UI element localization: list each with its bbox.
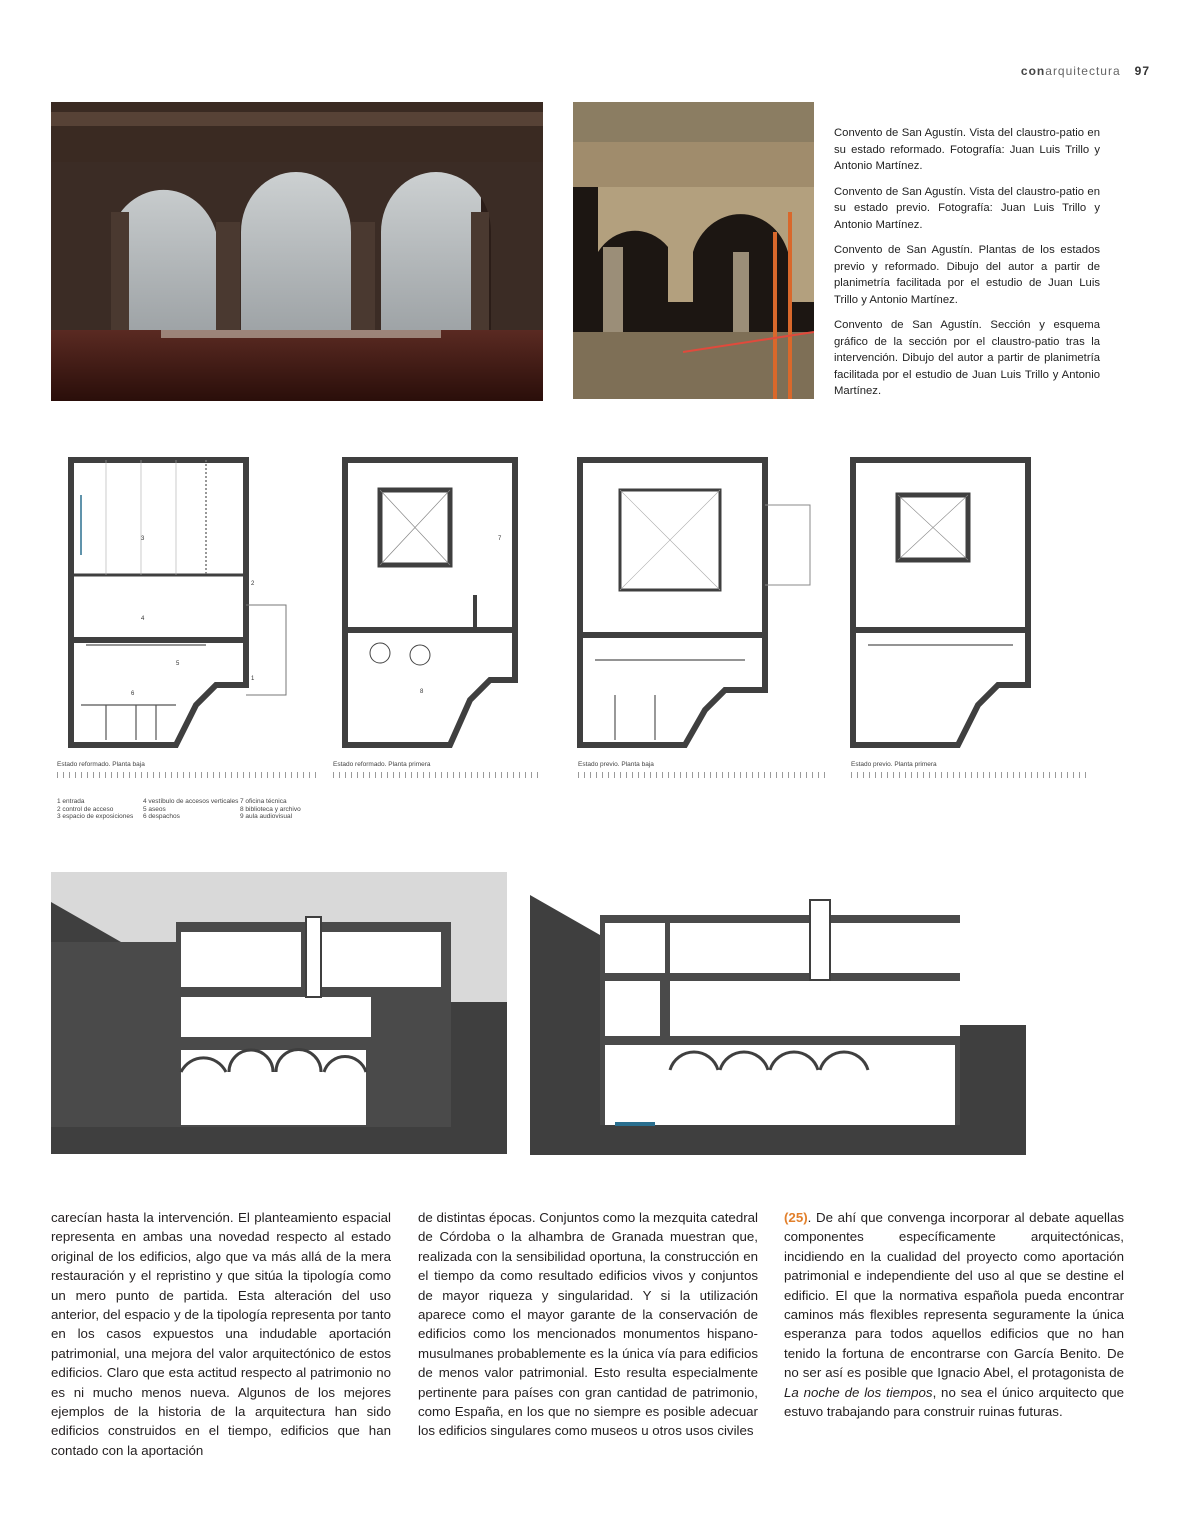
photo-cloister-previous <box>573 102 814 399</box>
body-text: , no sea el único arquitecto que estuvo trabajando para construir ruinas futuras. <box>784 1384 1124 1420</box>
plan-legend-col1 <box>57 798 133 821</box>
plan-legend-col3 <box>240 798 301 821</box>
caption-4: Convento de San Agustín. Sección y esquema gráfico de la sección por el claustro-patio tras la intervención. Dibujo del autor a partir de planimetría facilitada por el estudio de Juan Luis Trillo y Antonio Martínez. <box>834 319 1100 397</box>
plan-scale-bar <box>57 772 317 778</box>
section-drawing-context <box>51 872 507 1154</box>
figure-captions <box>834 125 1100 409</box>
legend-item: 3 espacio de exposiciones <box>57 813 134 820</box>
running-header <box>1021 64 1150 78</box>
legend-item: 8 biblioteca y archivo <box>240 805 301 813</box>
body-column-2: de distintas épocas. Conjuntos como la mezquita catedral de Córdoba o la alhambra de Granada muestran que, realizada con la sensibilidad oportuna, la construcción en el tiempo da como resultado edificios vivos y conjuntos de mayor riqueza y singularidad. Y si la utilización aparece como el mayor garante de la conservación de edificios como los mencionados monumentos hispano-musulmanes probablemente es la única vía para edificios de menos valor patrimonial. Esto resulta especialmente pertinente para países con gran cantidad de patrimonio, como España, en los que no siempre es posible adecuar los edificios singulares como museos u otros usos civiles <box>418 1210 758 1439</box>
plan-previous-ground <box>575 455 815 760</box>
body-column-3 <box>784 1208 1124 1421</box>
svg-text:2: 2 <box>251 581 255 587</box>
caption-3: Convento de San Agustín. Plantas de los estados previo y reformado. Dibujo del autor a partir de planimetría facilitada por el estudio de Juan Luis Trillo y Antonio Martínez. <box>834 244 1100 306</box>
book-title: La noche de los tiempos <box>784 1384 933 1400</box>
magazine-brand-light: arquitectura <box>1045 64 1121 78</box>
plan-scale-bar <box>851 772 1091 778</box>
legend-item: 7 oficina técnica <box>240 798 287 805</box>
legend-item: 5 aseos <box>143 805 166 813</box>
plan-scale-bar <box>578 772 828 778</box>
caption-2: Convento de San Agustín. Vista del claustro-patio en su estado previo. Fotografía: Juan Luis Trillo y Antonio Martínez. <box>834 185 1100 231</box>
svg-text:5: 5 <box>176 661 180 667</box>
photo-cloister-reformed <box>51 102 543 401</box>
section-drawing-cloister <box>530 885 1026 1155</box>
plan-reformed-first <box>340 455 520 760</box>
page-number: 97 <box>1134 64 1150 78</box>
plan-caption-3: Estado previo. Planta baja <box>578 761 654 768</box>
svg-text:3: 3 <box>141 536 145 542</box>
svg-text:8: 8 <box>420 689 424 695</box>
legend-item: 6 despachos <box>143 813 180 820</box>
svg-text:6: 6 <box>131 691 135 697</box>
plan-caption-2: Estado reformado. Planta primera <box>333 761 431 768</box>
legend-item: 2 control de acceso <box>57 805 114 813</box>
footnote-reference: (25) <box>784 1210 808 1225</box>
plan-scale-bar <box>333 772 543 778</box>
svg-text:7: 7 <box>498 536 502 542</box>
plan-previous-first <box>848 455 1058 760</box>
plan-legend-col2 <box>143 798 238 821</box>
plan-caption-1: Estado reformado. Planta baja <box>57 761 145 768</box>
magazine-brand-bold: con <box>1020 64 1046 78</box>
legend-item: 1 entrada <box>57 798 85 805</box>
svg-text:1: 1 <box>251 676 255 682</box>
svg-text:4: 4 <box>141 616 145 622</box>
body-text: . De ahí que convenga incorporar al debate aquellas componentes específicamente arquitectónicas, incidiendo en la cualidad del proyecto como aportación patrimonial e independiente del uso al que se destine el edificio. El que la normativa española pueda encontrar caminos más flexibles representa seguramente la única esperanza para todos aquellos edificios que no han tenido la fortuna de encontrarse con García Benito. De no ser así es posible que Ignacio Abel, el protagonista de <box>784 1210 1124 1381</box>
legend-item: 4 vestíbulo de accesos verticales <box>143 798 239 805</box>
body-column-1: carecían hasta la intervención. El planteamiento espacial representa en ambas una novedad respecto al estado original de los edificios, algo que va más allá de la mera restauración y el repristino y que sitúa la tipología como un mero punto de partida. Esta alteración del uso anterior, del espacio y de la tipología representa por tanto en los casos expuestos una indudable aportación patrimonial, una mejora del valor arquitectónico de estos edificios. Claro que esta actitud respecto al patrimonio no es ni mucho menos nueva. Algunos de los mejores ejemplos de la historia de la arquitectura han sido edificios construidos en el tiempo, edificios que han contado con la aportación <box>51 1210 391 1458</box>
caption-1: Convento de San Agustín. Vista del claustro-patio en su estado reformado. Fotografía: Juan Luis Trillo y Antonio Martínez. <box>834 127 1100 172</box>
legend-item: 9 aula audiovisual <box>240 813 293 820</box>
plan-caption-4: Estado previo. Planta primera <box>851 761 937 768</box>
plan-reformed-ground <box>66 455 291 760</box>
